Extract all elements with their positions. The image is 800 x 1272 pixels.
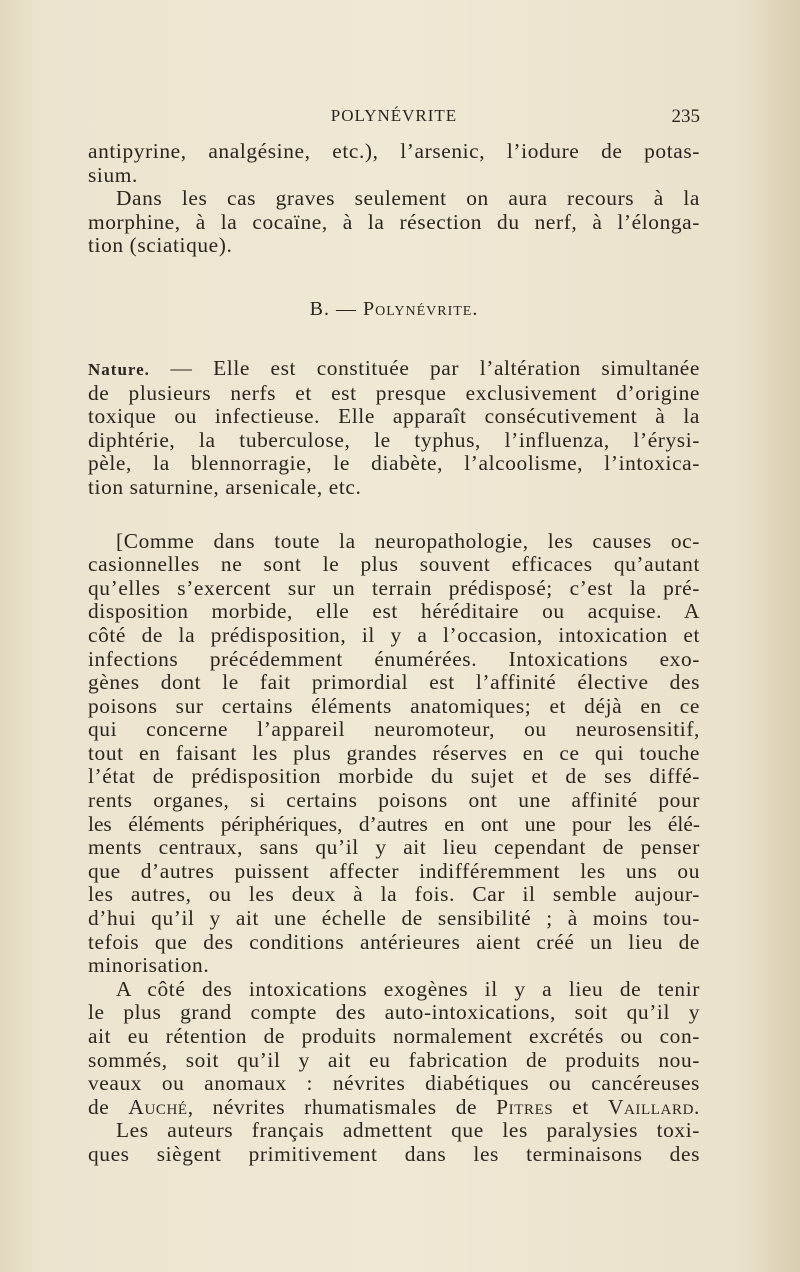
spacer [88,500,700,530]
text-span: , névrites rhumatismales de [187,1094,497,1119]
text-span: — Elle est constituée par l’altération simultanée [149,355,700,380]
text-line: sium. [88,162,138,187]
text-line: antipyrine, analgésine, etc.), l’arsenic, l’iodure de potas- [88,139,700,163]
text-line: casionnelles ne sont le plus souvent efficaces qu’autant [88,552,700,577]
text-span: . [694,1094,700,1119]
paragraph-6 [88,1119,700,1166]
text-line: qui concerne l’appareil neuromoteur, ou neurosensitif, [88,717,700,742]
text-line: Dans les cas graves seulement on aura recours à la [116,186,700,211]
text-span: de [88,1094,129,1119]
text-line: ments centraux, sans qu’il y ait lieu cependant de penser [88,835,700,860]
paragraph-4 [88,530,700,978]
text-line: d’hui qu’il y ait une échelle de sensibilité ; à moins tou- [88,906,700,931]
text-line: Les auteurs français admettent que les paralysies toxi- [116,1118,700,1143]
text-line [88,1096,700,1120]
text-span: et [553,1094,608,1119]
text-line: disposition morbide, elle est héréditaire ou acquise. A [88,599,700,624]
paragraph-1 [88,140,700,187]
text-line: sommés, soit qu’il y ait eu fabrication de produits nou- [88,1047,700,1072]
paragraph-2 [88,187,700,258]
text-line: les autres, ou les deux à la fois. Car il semble aujour- [88,882,700,907]
author-name: Vaillard [607,1094,695,1119]
text-line: rents organes, si certains poisons ont une affinité pour [88,788,700,813]
text-line: tion (sciatique). [88,233,233,258]
text-line: tefois que des conditions antérieures aient créé un lieu de [88,929,700,954]
text-line: A côté des intoxications exogènes il y a lieu de tenir [116,976,700,1001]
text-line: toxique ou infectieuse. Elle apparaît consécutivement à la [88,404,700,429]
book-page [88,96,700,1167]
text-line: pèle, la blennorragie, le diabète, l’alcoolisme, l’intoxica- [88,451,700,476]
text-line: l’état de prédisposition morbide du sujet et de ses diffé- [88,764,700,789]
text-line: minorisation. [88,953,210,978]
author-name: Pitres [496,1094,554,1119]
text-line: gènes dont le fait primordial est l’affinité élective des [88,670,700,695]
text-line: que d’autres puissent affecter indifféremment les uns ou [88,858,700,883]
text-line: ques siègent primitivement dans les terminaisons des [88,1141,700,1166]
text-line: poisons sur certains éléments anatomiques; et déjà en ce [88,693,700,718]
text-line: de plusieurs nerfs et est presque exclusivement d’origine [88,380,700,405]
run-in-heading: Nature. [88,359,150,379]
text-line: le plus grand compte des auto-intoxications, soit qu’il y [88,1000,700,1025]
section-heading: B. — Polynévrite. [309,297,479,320]
text-line: tout en faisant les plus grandes réserves en ce qui touche [88,740,700,765]
author-name: Auché [128,1094,188,1119]
running-head [88,96,700,128]
running-title: POLYNÉVRITE [330,106,458,125]
text-line: tion saturnine, arsenicale, etc. [88,474,362,499]
text-line: qu’elles s’exercent sur un terrain prédisposé; c’est la pré- [88,575,700,600]
text-line: [Comme dans toute la neuropathologie, les causes oc- [116,528,700,553]
page-number: 235 [671,106,700,127]
text-line: côté de la prédisposition, il y a l’occasion, intoxication et [88,622,700,647]
text-line: les éléments périphériques, d’autres en ont une pour les élé- [88,811,700,836]
text-line: morphine, à la cocaïne, à la résection du nerf, à l’élonga- [88,209,700,234]
paragraph-nature [88,357,700,500]
text-line: diphtérie, la tuberculose, le typhus, l’influenza, l’érysi- [88,427,700,452]
text-line: veaux ou anomaux : névrites diabétiques ou cancéreuses [88,1071,700,1096]
text-line [88,357,700,382]
paragraph-5 [88,978,700,1120]
text-line: infections précédemment énumérées. Intoxications exo- [88,646,700,671]
text-line: ait eu rétention de produits normalement excrétés ou con- [88,1024,700,1048]
